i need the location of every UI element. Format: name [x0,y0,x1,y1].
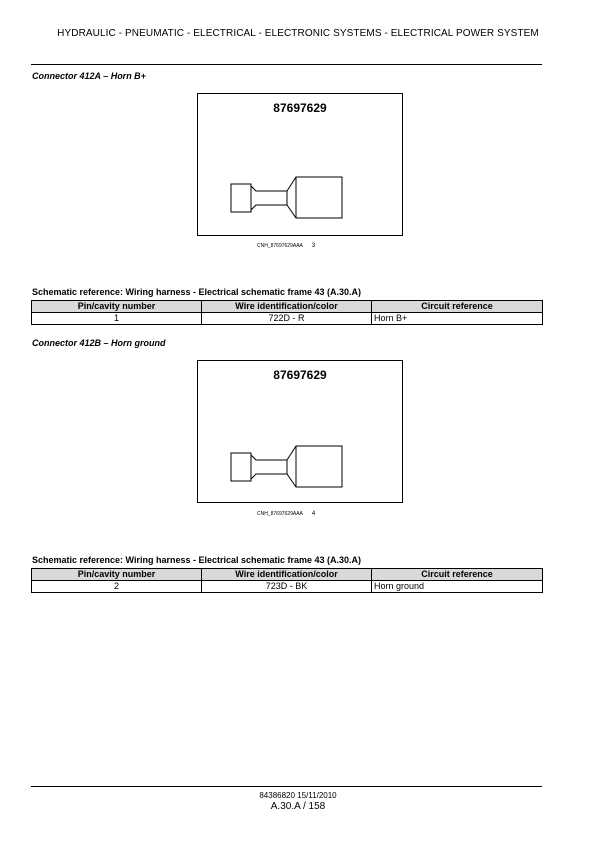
wire-cell: 723D - BK [202,581,372,593]
connector-412a-schematic-reference: Schematic reference: Wiring harness - Electrical schematic frame 43 (A.30.A) [32,287,362,297]
column-header-circuit: Circuit reference [372,569,543,581]
connector-412b-pin-table [31,568,543,593]
page-header-title: HYDRAULIC - PNEUMATIC - ELECTRICAL - ELECTRONIC SYSTEMS - ELECTRICAL POWER SYSTEM [57,28,539,39]
table-row [32,313,543,325]
spade-terminal-drawing [198,94,404,237]
column-header-pin: Pin/cavity number [32,569,202,581]
circuit-cell: Horn ground [372,581,543,593]
footer-document-code: 84386820 15/11/2010 [259,791,337,800]
connector-412a-figure [197,93,403,236]
caption-code: CNH_87697629AAA [257,243,303,249]
spade-terminal-drawing [198,361,404,504]
column-header-circuit: Circuit reference [372,301,543,313]
connector-412b-schematic-reference: Schematic reference: Wiring harness - Electrical schematic frame 43 (A.30.A) [32,555,362,565]
table-header-row [32,569,543,581]
caption-code: CNH_87697629AAA [257,511,303,517]
wire-cell: 722D - R [202,313,372,325]
connector-412b-figure [197,360,403,503]
table-row [32,581,543,593]
header-divider [31,64,542,65]
connector-412a-pin-table [31,300,543,325]
circuit-cell: Horn B+ [372,313,543,325]
column-header-wire: Wire identification/color [202,301,372,313]
column-header-pin: Pin/cavity number [32,301,202,313]
caption-number: 3 [311,243,316,249]
connector-412b-figure-caption [257,511,315,517]
connector-412b-title: Connector 412B – Horn ground [32,338,166,348]
pin-cell: 1 [32,313,202,325]
connector-412a-part-number: 87697629 [273,101,327,115]
connector-412b-part-number: 87697629 [273,368,327,382]
footer-page-number: A.30.A / 158 [270,801,326,812]
footer-divider [31,786,542,787]
connector-412a-title: Connector 412A – Horn B+ [32,71,146,81]
connector-412a-figure-caption [257,243,315,249]
table-header-row [32,301,543,313]
column-header-wire: Wire identification/color [202,569,372,581]
caption-number: 4 [311,511,316,517]
pin-cell: 2 [32,581,202,593]
